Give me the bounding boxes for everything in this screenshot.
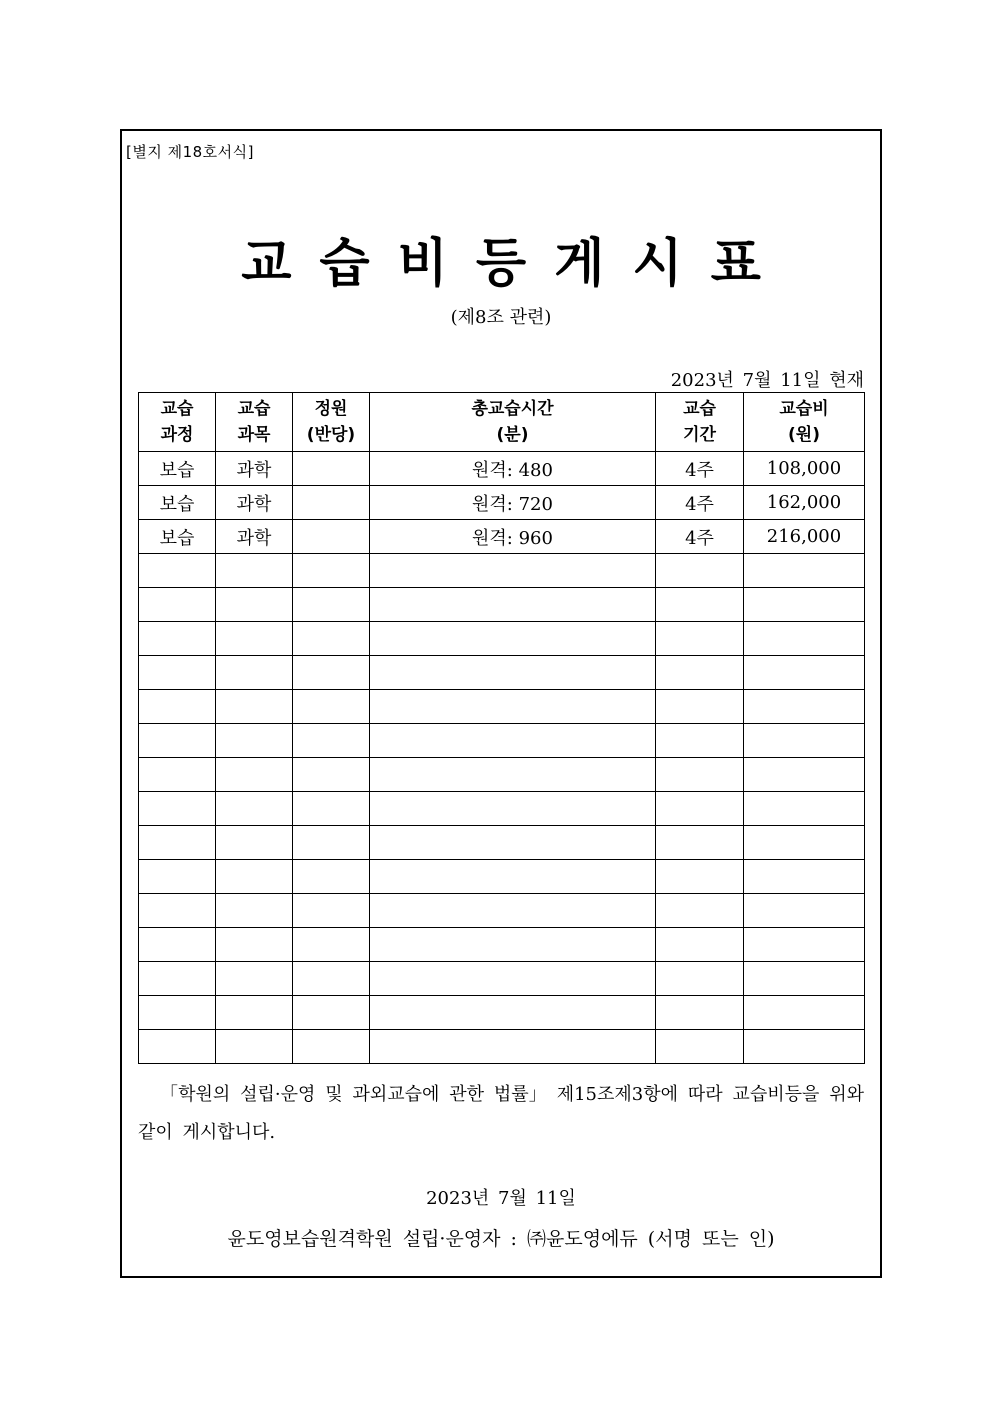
cell-course [139,962,216,996]
cell-fee: 216,000 [744,520,865,554]
cell-capacity [293,690,370,724]
cell-capacity [293,928,370,962]
cell-capacity [293,656,370,690]
cell-course [139,894,216,928]
empty-table-row [139,996,865,1030]
cell-total-hours [370,894,656,928]
cell-course [139,792,216,826]
cell-capacity [293,962,370,996]
empty-table-row [139,690,865,724]
table-row [139,520,865,554]
cell-capacity [293,554,370,588]
cell-course [139,724,216,758]
cell-total-hours [370,554,656,588]
as-of-date: 2023년 7월 11일 현재 [670,370,864,391]
cell-subject [216,622,293,656]
cell-period: 4주 [656,520,744,554]
cell-subject [216,724,293,758]
cell-course [139,690,216,724]
notice-text: 「학원의 설립·운영 및 과외교습에 관한 법률」 제15조제3항에 따라 교습비등을 위와 같이 게시합니다. [138,1084,864,1143]
table-row [139,452,865,486]
cell-course [139,860,216,894]
cell-total-hours: 원격: 960 [370,520,656,554]
cell-fee [744,826,865,860]
cell-fee [744,554,865,588]
cell-total-hours [370,962,656,996]
cell-period [656,622,744,656]
empty-table-row [139,928,865,962]
cell-period [656,826,744,860]
cell-fee [744,860,865,894]
cell-fee [744,1030,865,1064]
cell-total-hours [370,826,656,860]
cell-capacity [293,860,370,894]
cell-capacity [293,452,370,486]
table-header-row [139,393,865,452]
table-row [139,486,865,520]
cell-period: 4주 [656,452,744,486]
cell-course [139,996,216,1030]
cell-subject [216,928,293,962]
header-total-hours: 총교습시간 (분) [370,393,656,452]
cell-period [656,962,744,996]
empty-table-row [139,792,865,826]
cell-course: 보습 [139,486,216,520]
cell-period [656,792,744,826]
cell-capacity [293,826,370,860]
cell-capacity [293,486,370,520]
form-number-label: [별지 제18호서식] [126,143,254,161]
cell-total-hours: 원격: 480 [370,452,656,486]
cell-subject: 과학 [216,452,293,486]
empty-table-row [139,622,865,656]
empty-table-row [139,656,865,690]
cell-course [139,928,216,962]
header-period: 교습 기간 [656,393,744,452]
cell-fee: 108,000 [744,452,865,486]
cell-period [656,894,744,928]
cell-capacity [293,520,370,554]
cell-subject [216,554,293,588]
document-title: 교습비등게시표 [241,234,789,294]
cell-subject [216,860,293,894]
cell-total-hours [370,996,656,1030]
cell-fee [744,724,865,758]
cell-subject [216,962,293,996]
cell-total-hours [370,1030,656,1064]
cell-period [656,690,744,724]
cell-subject: 과학 [216,520,293,554]
cell-subject [216,758,293,792]
cell-period [656,588,744,622]
cell-period [656,928,744,962]
cell-total-hours [370,622,656,656]
cell-capacity [293,1030,370,1064]
cell-capacity [293,792,370,826]
cell-course [139,826,216,860]
cell-fee [744,928,865,962]
cell-total-hours [370,792,656,826]
cell-total-hours [370,928,656,962]
cell-course [139,758,216,792]
cell-period: 4주 [656,486,744,520]
signer-line: 윤도영보습원격학원 설립·운영자 : ㈜윤도영에듀 (서명 또는 인) [227,1228,775,1250]
cell-subject [216,588,293,622]
cell-subject [216,996,293,1030]
cell-fee [744,996,865,1030]
cell-course [139,554,216,588]
cell-fee [744,758,865,792]
cell-capacity [293,622,370,656]
cell-period [656,554,744,588]
cell-fee [744,962,865,996]
cell-fee: 162,000 [744,486,865,520]
header-capacity: 정원 (반당) [293,393,370,452]
header-fee: 교습비 (원) [744,393,865,452]
cell-course [139,588,216,622]
cell-subject [216,690,293,724]
cell-capacity [293,996,370,1030]
cell-total-hours [370,758,656,792]
empty-table-row [139,588,865,622]
cell-capacity [293,758,370,792]
cell-subject: 과학 [216,486,293,520]
cell-course: 보습 [139,520,216,554]
header-course: 교습 과정 [139,393,216,452]
cell-subject [216,1030,293,1064]
header-subject: 교습 과목 [216,393,293,452]
cell-capacity [293,588,370,622]
cell-total-hours [370,588,656,622]
cell-period [656,1030,744,1064]
cell-fee [744,690,865,724]
cell-period [656,724,744,758]
empty-table-row [139,894,865,928]
tuition-fee-table [138,392,865,1064]
cell-subject [216,826,293,860]
cell-fee [744,622,865,656]
cell-period [656,758,744,792]
signature-date: 2023년 7월 11일 [426,1188,576,1209]
cell-total-hours [370,724,656,758]
cell-period [656,996,744,1030]
empty-table-row [139,962,865,996]
empty-table-row [139,554,865,588]
cell-fee [744,588,865,622]
cell-capacity [293,894,370,928]
empty-table-row [139,758,865,792]
cell-fee [744,894,865,928]
empty-table-row [139,1030,865,1064]
cell-course [139,1030,216,1064]
cell-total-hours: 원격: 720 [370,486,656,520]
cell-period [656,656,744,690]
cell-fee [744,792,865,826]
cell-capacity [293,724,370,758]
cell-subject [216,792,293,826]
cell-subject [216,656,293,690]
empty-table-row [139,860,865,894]
document-subtitle: (제8조 관련) [450,307,552,328]
empty-table-row [139,724,865,758]
empty-table-row [139,826,865,860]
cell-course [139,656,216,690]
cell-total-hours [370,656,656,690]
cell-course [139,622,216,656]
cell-course: 보습 [139,452,216,486]
cell-fee [744,656,865,690]
cell-period [656,860,744,894]
cell-subject [216,894,293,928]
cell-total-hours [370,860,656,894]
cell-total-hours [370,690,656,724]
